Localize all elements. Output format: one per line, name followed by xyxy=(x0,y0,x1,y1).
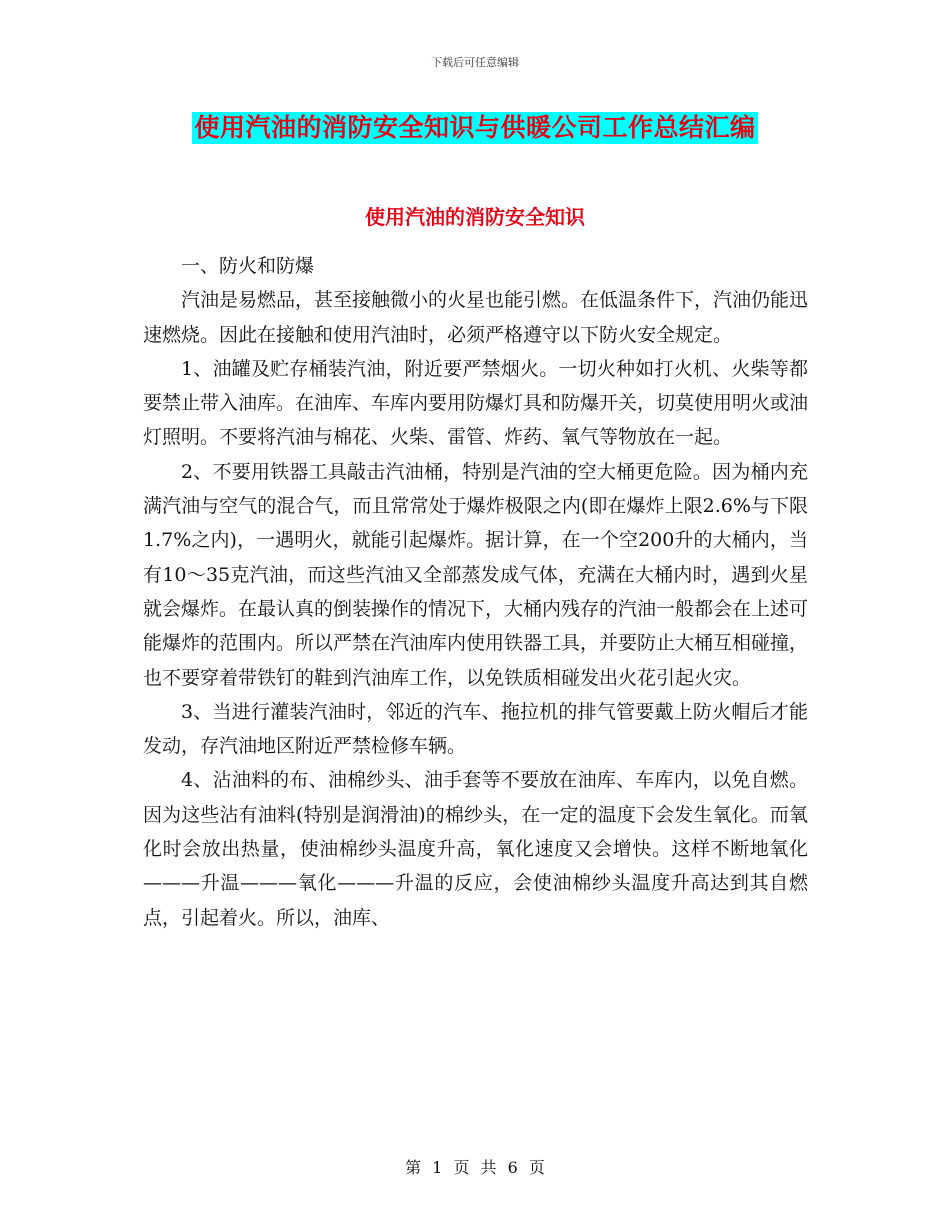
paragraph: 2、不要用铁器工具敲击汽油桶，特别是汽油的空大桶更危险。因为桶内充满汽油与空气的混合气，而且常常处于爆炸极限之内(即在爆炸上限2.6%与下限1.7%之内)，一遇明火，就能引起爆炸。据计算，在一个空200升的大桶内，当有10～35克汽油，而这些汽油又全部蒸发成气体，充满在大桶内时，遇到火星就会爆炸。在最认真的倒装操作的情况下，大桶内残存的汽油一般都会在上述可能爆炸的范围内。所以严禁在汽油库内使用铁器工具，并要防止大桶互相碰撞，也不要穿着带铁钉的鞋到汽油库工作，以免铁质相碰发出火花引起火灾。 xyxy=(143,460,809,689)
paragraph: 4、沾油料的布、油棉纱头、油手套等不要放在油库、车库内，以免自燃。因为这些沾有油料(特别是润滑油)的棉纱头，在一定的温度下会发生氧化。而氧化时会放出热量，使油棉纱头温度升高，氧化速度又会增快。这样不断地氧化———升温———氧化———升温的反应，会使油棉纱头温度升高达到其自燃点，引起着火。所以，油库、 xyxy=(143,769,808,929)
section-title: 使用汽油的消防安全知识 xyxy=(365,205,585,229)
header-note: 下载后可任意编辑 xyxy=(431,56,519,69)
paragraph: 汽油是易燃品，甚至接触微小的火星也能引燃。在低温条件下，汽油仍能迅速燃烧。因此在接触和使用汽油时，必须严格遵守以下防火安全规定。 xyxy=(143,289,809,346)
paragraph: 3、当进行灌装汽油时，邻近的汽车、拖拉机的排气管要戴上防火帽后才能发动，存汽油地区附近严禁检修车辆。 xyxy=(143,700,808,758)
document-body xyxy=(143,249,808,935)
paragraph: 1、油罐及贮存桶装汽油，附近要严禁烟火。一切火种如打火机、火柴等都要禁止带入油库。在油库、车库内要用防爆灯具和防爆开关，切莫使用明火或油灯照明。不要将汽油与棉花、火柴、雷管、炸药、氧气等物放在一起。 xyxy=(143,357,809,449)
document-title-wrap xyxy=(0,112,950,144)
paragraph-heading: 一、防火和防爆 xyxy=(181,255,315,277)
document-title: 使用汽油的消防安全知识与供暖公司工作总结汇编 xyxy=(194,113,756,142)
page-footer: 第 1 页 共 6 页 xyxy=(405,1158,545,1177)
